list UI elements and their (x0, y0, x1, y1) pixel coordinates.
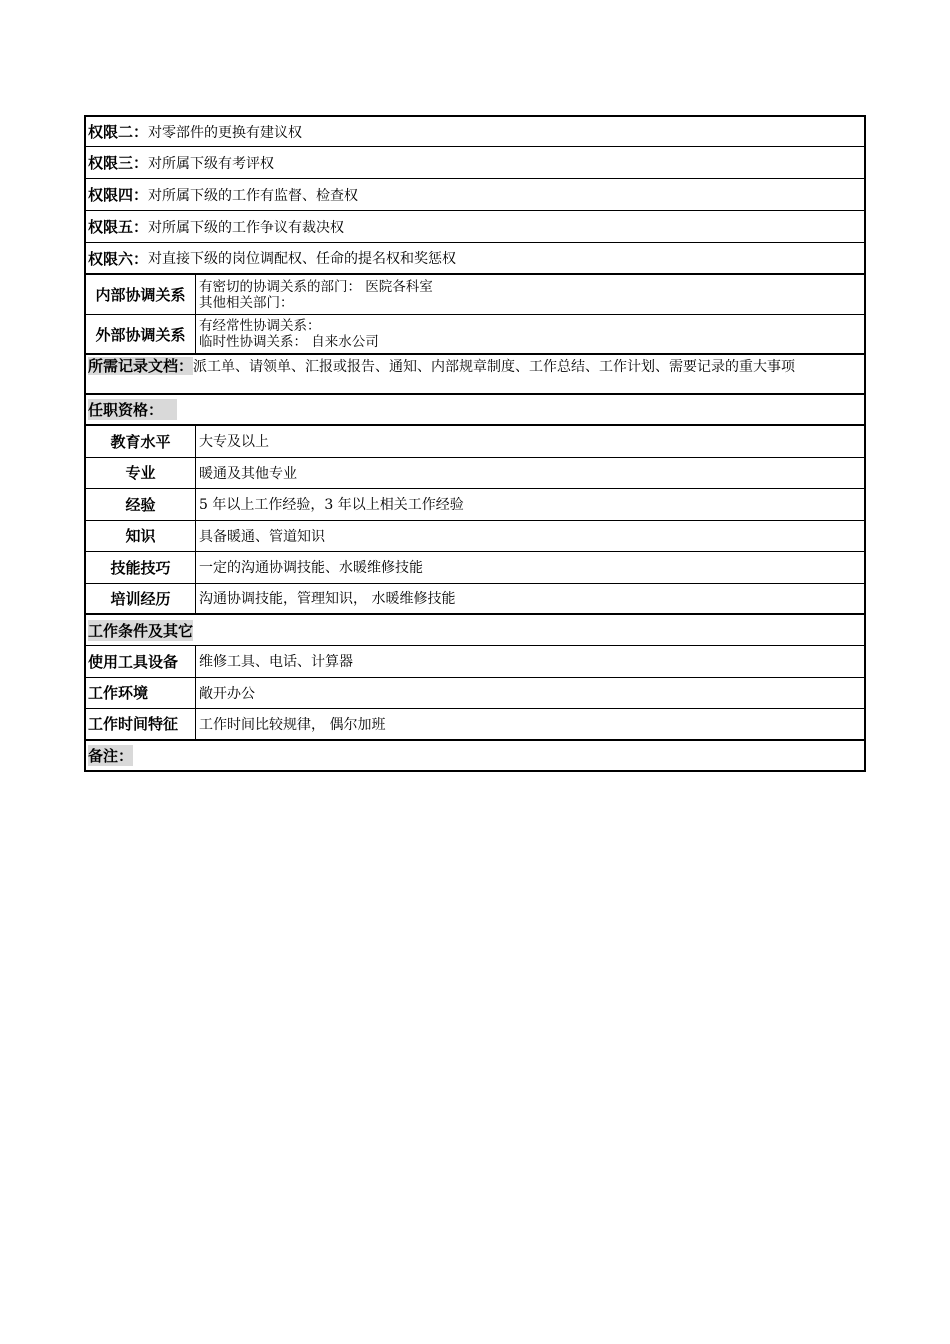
internal-other-departments: 其他相关部门： (199, 294, 294, 311)
external-coordination-value (196, 315, 864, 353)
qualification-label: 培训经历 (86, 584, 196, 614)
condition-row (84, 709, 866, 741)
qualifications-header (84, 395, 866, 426)
authority-text: 对所属下级的工作有监督、检查权 (148, 187, 359, 204)
work-conditions-title: 工作条件及其它 (88, 621, 194, 640)
internal-coordination-value (196, 275, 864, 314)
authority-row-5 (84, 211, 866, 243)
authority-label: 权限四： (88, 186, 149, 204)
qualification-value: 5 年以上工作经验，3 年以上相关工作经验 (199, 497, 464, 514)
required-documents-text: 派工单、请领单、汇报或报告、通知、内部规章制度、工作总结、工作计划、需要记录的重大事项 (193, 359, 796, 375)
notes-row (84, 741, 866, 772)
authority-row-6 (84, 243, 866, 275)
qualifications-title: 任职资格： (88, 399, 177, 420)
external-coordination-row (84, 315, 866, 355)
authority-text: 对直接下级的岗位调配权、任命的提名权和奖惩权 (148, 251, 457, 267)
external-coordination-label: 外部协调关系 (86, 315, 196, 353)
qualification-label: 知识 (86, 521, 196, 552)
authority-row-4 (84, 179, 866, 211)
condition-value: 工作时间比较规律， 偶尔加班 (199, 716, 386, 733)
authority-row-2 (84, 115, 866, 147)
condition-label: 使用工具设备 (86, 646, 196, 677)
authority-text: 对所属下级有考评权 (148, 155, 275, 172)
condition-row (84, 646, 866, 678)
notes-label: 备注： (88, 746, 134, 765)
qualification-row (84, 458, 866, 490)
required-documents-row (84, 355, 866, 395)
condition-row (84, 678, 866, 710)
authority-text: 对所属下级的工作争议有裁决权 (148, 219, 345, 236)
qualification-row (84, 489, 866, 521)
qualification-row (84, 584, 866, 616)
qualification-value: 一定的沟通协调技能、水暖维修技能 (199, 560, 423, 577)
authority-text: 对零部件的更换有建议权 (148, 124, 303, 141)
qualification-label: 教育水平 (86, 426, 196, 457)
qualification-value: 沟通协调技能，管理知识， 水暖维修技能 (199, 591, 456, 608)
condition-label: 工作时间特征 (86, 709, 196, 739)
qualification-row (84, 552, 866, 584)
external-temporary: 临时性协调关系： 自来水公司 (199, 334, 379, 350)
authority-label: 权限三： (88, 154, 149, 172)
qualification-value: 具备暖通、管道知识 (199, 528, 325, 545)
qualification-row (84, 426, 866, 458)
work-conditions-header (84, 615, 866, 646)
condition-value: 维修工具、电话、计算器 (199, 654, 353, 671)
authority-label: 权限六： (88, 249, 149, 268)
authority-row-3 (84, 147, 866, 179)
qualification-value: 大专及以上 (199, 434, 269, 451)
job-description-table (84, 115, 866, 772)
internal-close-departments: 有密切的协调关系的部门： 医院各科室 (199, 278, 433, 295)
condition-label: 工作环境 (86, 678, 196, 709)
condition-value: 敞开办公 (199, 685, 255, 702)
qualification-row (84, 521, 866, 553)
authority-label: 权限五： (88, 218, 149, 236)
required-documents-label: 所需记录文档： (88, 357, 194, 375)
qualification-label: 经验 (86, 489, 196, 520)
external-regular: 有经常性协调关系： (199, 318, 321, 334)
qualification-label: 专业 (86, 458, 196, 489)
qualification-label: 技能技巧 (86, 552, 196, 583)
qualification-value: 暖通及其他专业 (199, 465, 297, 482)
authority-label: 权限二： (88, 123, 149, 141)
internal-coordination-label: 内部协调关系 (86, 275, 196, 314)
internal-coordination-row (84, 275, 866, 315)
